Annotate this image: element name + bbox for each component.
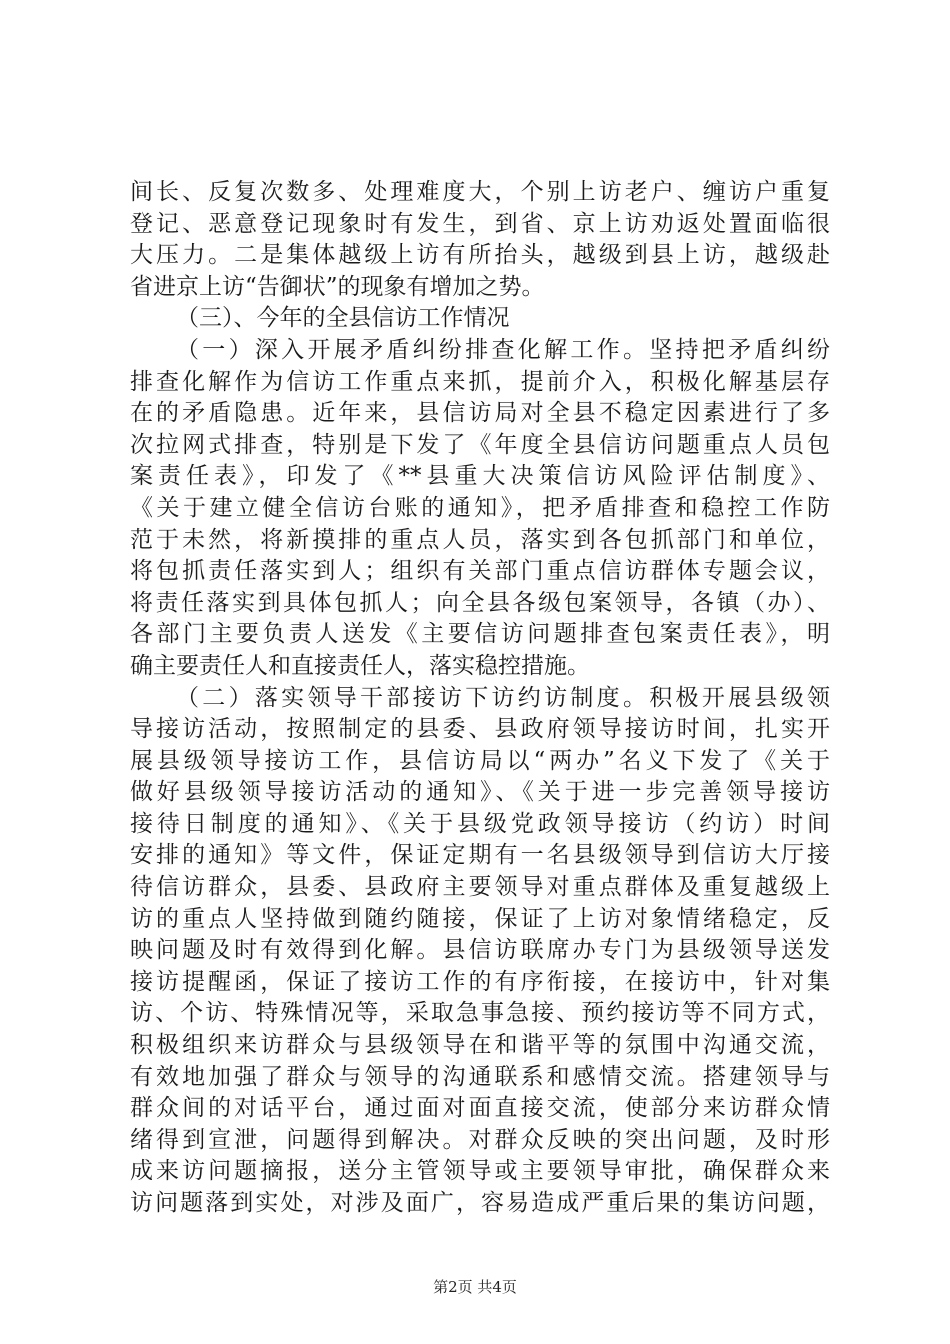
text-line: 间长、反复次数多、处理难度大，个别上访老户、缠访户重复 (130, 179, 830, 205)
text-line: 接待日制度的通知》、《关于县级党政领导接访（约访）时间 (130, 810, 830, 837)
text-line: 做好县级领导接访活动的通知》、《关于进一步完善领导接访 (130, 779, 830, 806)
document-body (130, 177, 830, 1220)
text-line: 群众间的对话平台，通过面对面直接交流，使部分来访群众情 (130, 1095, 830, 1122)
text-line: 接访提醒函，保证了接访工作的有序衔接，在接访中，针对集 (130, 968, 830, 995)
text-line: 《关于建立健全信访台账的通知》，把矛盾排查和稳控工作防 (130, 494, 830, 521)
text-line: （三）、今年的全县信访工作情况 (176, 305, 510, 332)
text-line: 将责任落实到具体包抓人；向全县各级包案领导，各镇（办）、 (130, 589, 830, 616)
text-line: 案责任表》，印发了《**县重大决策信访风险评估制度》、 (130, 463, 830, 490)
text-line: 范于未然，将新摸排的重点人员，落实到各包抓部门和单位， (130, 526, 830, 553)
text-line: 确主要责任人和直接责任人，落实稳控措施。 (130, 652, 590, 679)
page-footer: 第2页 共4页 (433, 1278, 517, 1296)
text-line: 成来访问题摘报，送分主管领导或主要领导审批，确保群众来 (130, 1158, 830, 1185)
text-line: 待信访群众，县委、县政府主要领导对重点群体及重复越级上 (130, 874, 830, 901)
text-line: （一）深入开展矛盾纠纷排查化解工作。坚持把矛盾纠纷 (176, 336, 830, 363)
text-line: 大压力。二是集体越级上访有所抬头，越级到县上访，越级赴 (130, 242, 830, 269)
text-line: 绪得到宣泄，问题得到解决。对群众反映的突出问题，及时形 (130, 1126, 830, 1153)
text-line: 访问题落到实处，对涉及面广，容易造成严重后果的集访问题， (130, 1190, 830, 1216)
text-line: 在的矛盾隐患。近年来，县信访局对全县不稳定因素进行了多 (130, 400, 830, 427)
text-line: 安排的通知》等文件，保证定期有一名县级领导到信访大厅接 (130, 842, 830, 869)
text-line: 访的重点人坚持做到随约随接，保证了上访对象情绪稳定，反 (130, 905, 830, 932)
text-line: 各部门主要负责人送发《主要信访问题排查包案责任表》，明 (130, 621, 830, 648)
text-line: 登记、恶意登记现象时有发生，到省、京上访劝返处置面临很 (130, 210, 830, 237)
text-line: 将包抓责任落实到人；组织有关部门重点信访群体专题会议， (130, 558, 830, 585)
text-line: 访、个访、特殊情况等，采取急事急接、预约接访等不同方式， (130, 1000, 830, 1027)
text-line: 有效地加强了群众与领导的沟通联系和感情交流。搭建领导与 (130, 1063, 830, 1090)
text-line: 导接访活动，按照制定的县委、县政府领导接访时间，扎实开 (130, 716, 830, 743)
text-line: 排查化解作为信访工作重点来抓，提前介入，积极化解基层存 (130, 368, 830, 395)
text-line: 次拉网式排查，特别是下发了《年度全县信访问题重点人员包 (130, 431, 830, 458)
text-line: 展县级领导接访工作，县信访局以“两办”名义下发了《关于 (130, 747, 830, 774)
text-line: 映问题及时有效得到化解。县信访联席办专门为县级领导送发 (130, 937, 830, 964)
text-line: 省进京上访“告御状”的现象有增加之势。 (130, 273, 545, 300)
text-line: 积极组织来访群众与县级领导在和谐平等的氛围中沟通交流， (130, 1032, 830, 1059)
text-line: （二）落实领导干部接访下访约访制度。积极开展县级领 (176, 684, 830, 711)
